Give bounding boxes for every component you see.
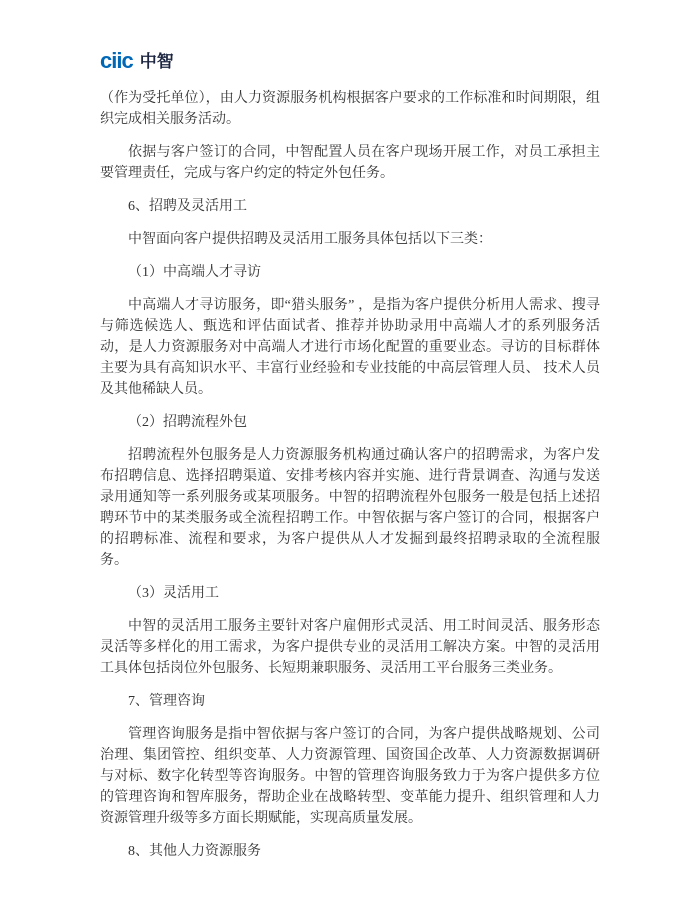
ciic-logo xyxy=(100,0,600,72)
ciic-logo-cjk: 中智 xyxy=(139,52,174,71)
paragraph: 招聘流程外包服务是人力资源服务机构通过确认客户的招聘需求，为客户发布招聘信息、选择招聘渠道、安排考核内容并实施、进行背景调查、沟通与发送录用通知等一系列服务或某项服务。中智的招聘流程外包服务一般是包括上述招聘环节中的某类服务或全流程招聘工作。中智依据与客户签订的合同，根据客户的招聘标准、流程和要求，为客户提供从人才发掘到最终招聘录取的全流程服务。 xyxy=(100,448,600,568)
paragraph: 依据与客户签订的合同，中智配置人员在客户现场开展工作，对员工承担主要管理责任，完成与客户约定的特定外包任务。 xyxy=(100,145,600,181)
paragraph: （作为受托单位），由人力资源服务机构根据客户要求的工作标准和时间期限，组织完成相关服务活动。 xyxy=(100,91,600,127)
ciic-logo-latin: ciic xyxy=(100,48,133,73)
section-heading-6: 6、招聘及灵活用工 xyxy=(128,199,247,214)
document-body xyxy=(100,88,600,862)
subsection-heading-3: （3）灵活用工 xyxy=(128,586,219,601)
subsection-heading-2: （2）招聘流程外包 xyxy=(128,415,247,430)
paragraph: 管理咨询服务是指中智依据与客户签订的合同，为客户提供战略规划、公司治理、集团管控、组织变革、人力资源管理、国资国企改革、人力资源数据调研与对标、数字化转型等咨询服务。中智的管理咨询服务致力于为客户提供多方位的管理咨询和智库服务，帮助企业在战略转型、变革能力提升、组织管理和人力资源管理升级等多方面长期赋能，实现高质量发展。 xyxy=(100,727,600,826)
section-heading-8: 8、其他人力资源服务 xyxy=(128,844,261,859)
subsection-heading-1: （1）中高端人才寻访 xyxy=(128,265,261,280)
paragraph: 中智的灵活用工服务主要针对客户雇佣形式灵活、用工时间灵活、服务形态灵活等多样化的用工需求，为客户提供专业的灵活用工解决方案。中智的灵活用工具体包括岗位外包服务、长短期兼职服务、灵活用工平台服务三类业务。 xyxy=(100,619,600,676)
section-heading-7: 7、管理咨询 xyxy=(128,694,205,709)
paragraph: 中高端人才寻访服务，即“猎头服务” ，是指为客户提供分析用人需求、搜寻与筛选候选人、甄选和评估面试者、推荐并协助录用中高端人才的系列服务活动，是人力资源服务对中高端人才进行市场化配置的重要业态。寻访的目标群体主要为具有高知识水平、丰富行业经验和专业技能的中高层管理人员、 技术人员及其他稀缺人员。 xyxy=(100,298,600,397)
paragraph: 中智面向客户提供招聘及灵活用工服务具体包括以下三类： xyxy=(128,232,492,247)
